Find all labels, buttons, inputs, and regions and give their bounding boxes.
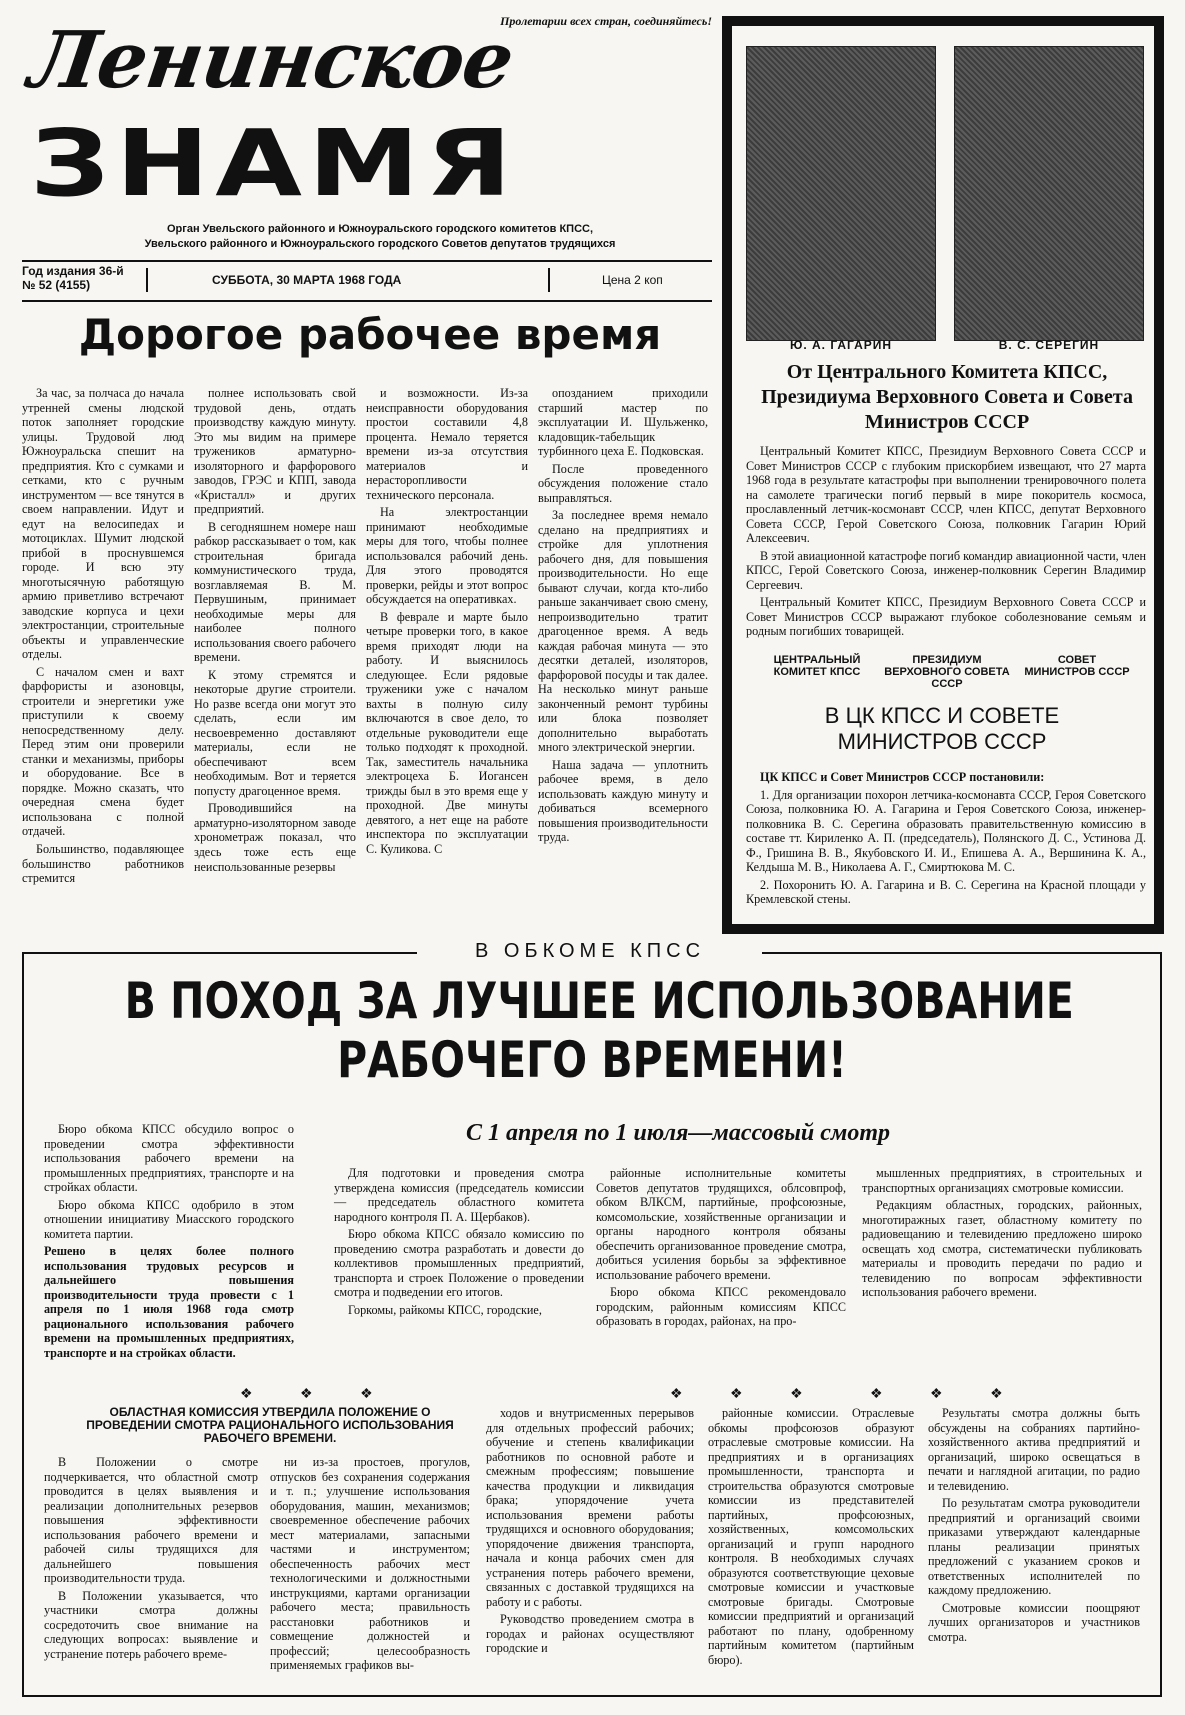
paragraph: Бюро обкома КПСС обязало комиссию по проведению смотра разработать и довести до коллективов промышленных предприятий, транспорта и строек Положение о проведении смотра и подведении его итогов.: [334, 1227, 584, 1300]
paragraph: Горкомы, райкомы КПСС, городские,: [348, 1302, 542, 1317]
obkom-frame-right: [1160, 952, 1162, 1697]
paragraph: Центральный Комитет КПСС, Президиум Верховного Совета СССР и Совет Министров СССР выражают глубокое соболезнование семьям и родным погибших товарищей.: [746, 595, 1146, 639]
paragraph: Смотровые комиссии поощряют лучших организаторов и участников смотра.: [928, 1600, 1140, 1644]
main-article-headline: Дорогое рабочее время: [78, 310, 662, 359]
paragraph: К этому стремятся и некоторые другие строители. Но разве всегда они могут это сделать, если им несвоевременно доставляют материалы, если не обеспечивают всем необходимым. Вот и теряется попусту драгоценное время.: [194, 667, 356, 798]
paragraph: ни из-за простоев, прогулов, отпусков без сохранения содержания и т. п.; улучшение использования оборудования, машин, механизмов; своевременное обеспечение рабочих мест материалами, запасными частями и инструментом; обеспеченность рабочих мест технологическими и должностными инструкциями, картами организации рабочего места; правильность расстановки работников и совмещение должностей и профессий; целесообразность применяемых графиков вы-: [270, 1455, 470, 1673]
caption-seregin: В. С. СЕРЕГИН: [998, 338, 1100, 352]
organ-line-1: Орган Увельского районного и Южноуральского городского комитетов КПСС,: [166, 223, 594, 235]
paragraph: Результаты смотра должны быть обсуждены на собраниях партийно-хозяйственного актива предприятий и организаций, широко освещаться в печати и наглядной агитации, по радио и телевидению.: [928, 1406, 1140, 1493]
obkom-col-3: [862, 1166, 1142, 1303]
organ-line-2: Увельского районного и Южноуральского городского Советов депутатов трудящихся: [144, 237, 616, 250]
obkom-headline-line1: В ПОХОД ЗА ЛУЧШЕЕ ИСПОЛЬЗОВАНИЕ: [124, 972, 1074, 1030]
paragraph: Большинство, подавляющее большинство работников стремится: [22, 841, 184, 886]
publication-year: Год издания 36-й: [22, 264, 124, 278]
paragraph: 2. Похоронить Ю. А. Гагарина и В. С. Серегина на Красной площади у Кремлевской стены.: [746, 877, 1146, 907]
issue-date: СУББОТА, 30 МАРТА 1968 ГОДА: [212, 273, 402, 287]
paragraph: За час, за полчаса до начала утренней смены людской поток заполняет городские улицы. Трудовой люд Южноуральска спешит на предприятия. Кто с сумками и сетками, кто с ручным инструментом — все тянутся в своем направлении. Идут и едут на велосипедах и мотоциклах. Шумит людской прибой в проснувшемся городе. И всю эту многотысячную работящую армию приветливо встречают заводские корпуса и цехи электростанции, строительные объекты и управленческие отделы.: [22, 386, 184, 662]
year-info: [22, 264, 124, 293]
paragraph: Бюро обкома КПСС обсудило вопрос о проведении смотра эффективности использования рабочего времени на промышленных предприятиях, транспорте и на стройках области.: [44, 1122, 294, 1195]
obkom-rule-right: [762, 952, 1162, 954]
commission-col-2: [270, 1455, 470, 1676]
signature-council: СОВЕТ МИНИСТРОВ СССР: [1024, 654, 1130, 679]
paragraph-bold: Решено в целях более полного использования трудовых ресурсов и дальнейшего повышения производительности труда провести с 1 апреля по 1 июля 1968 года смотр рационального использования рабочего времени на промышленных предприятиях, транспорте и на стройках области.: [44, 1244, 294, 1360]
dateline: [22, 264, 712, 298]
paragraph: Бюро обкома КПСС рекомендовало городским, районным комиссиям КПСС образовать в городах, районах, на про-: [596, 1285, 846, 1329]
commission-col-4: [708, 1406, 914, 1670]
obkom-frame-bottom: [22, 1695, 1162, 1697]
dateline-divider-2: [548, 268, 550, 292]
paragraph: районные комиссии. Отраслевые обкомы профсоюзов образуют отраслевые смотровые комиссии. На предприятиях и в организациях промышленности, транспорта и строительства образуются смотровые комиссии из представителей партийных, профсоюзных, хозяйственных, комсомольских организаций и групп народного контроля. В необходимых случаях образуются соответствующие цеховые смотровые комиссии и участковые смотровые бригады. Смотровые комиссии предприятий и организаций работают по плану, одобренному партийным комитетом (партийным бюро).: [708, 1406, 914, 1667]
paragraph: полнее использовать свой трудовой день, отдать производству каждую минуту. Это мы видим на примере тружеников арматурно-изоляторного и фарфорового заводов, ГРЭС и КПП, завода «Кристалл» и других предприятий.: [194, 386, 356, 517]
obituary-text: [746, 444, 1146, 642]
dateline-divider-1: [146, 268, 148, 292]
masthead-title-line2: ЗНАМЯ: [30, 110, 518, 218]
obituary-box: [722, 16, 1164, 934]
paragraph: районные исполнительные комитеты Советов депутатов трудящихся, облсовпроф, обком ВЛКСМ, партийные, профсоюзные, комсомольские, хозяйственные организации и органы народного контроля обязаны обеспечить организованное проведение смотра, добиться усиления борьбы за эффективное использование рабочего времени.: [596, 1166, 846, 1282]
paragraph: В этой авиационной катастрофе погиб командир авиационной части, член КПСС, Герой Советского Союза, инженер-полковник Серегин Владимир Сергеевич.: [746, 548, 1146, 592]
paragraph: Руководство проведением смотра в городах и районах осуществляют городские и: [486, 1612, 694, 1656]
separator-stars-1: ❖ ❖ ❖: [240, 1387, 395, 1402]
obituary-heading: От Центрального Комитета КПСС, Президиума Верховного Совета и Совета Министров СССР: [761, 361, 1133, 433]
paragraph: За последнее время немало сделано на предприятиях и стройке для уплотнения рабочего дня, для повышения производительности. Но еще бывают случаи, когда кто-либо раньше заканчивает свою смену, непроизводительно тратит драгоценное время. А ведь каждая рабочая минута — это десятки деталей, изоляторов, фарфоровой посуды и так далее. На несколько минут раньше законченный ремонт турбины или блока позволяет дополнительно выработать много электрической энергии.: [538, 508, 708, 755]
portrait-gagarin: [746, 46, 936, 341]
paragraph: Бюро обкома КПСС одобрило в этом отношении инициативу Миасского городского комитета партии.: [44, 1197, 294, 1241]
signature-presidium: ПРЕЗИДИУМ ВЕРХОВНОГО СОВЕТА СССР: [884, 654, 1010, 691]
paragraph: Центральный Комитет КПСС, Президиум Верховного Совета СССР и Совет Министров СССР с глубоким прискорбием извещают, что 27 марта 1968 года в результате катастрофы при выполнении тренировочного полета на самолете трагически погиб первый в мире покоритель космоса, прославленный летчик-космонавт СССР, член КПСС, депутат Верховного Совета СССР, Герой Советского Союза, полковник Гагарин Юрий Алексеевич.: [746, 444, 1146, 546]
paragraph: Наша задача — уплотнить рабочее время, в дело использовать каждую минуту и добиваться всемерного повышения производительности труда.: [538, 757, 708, 845]
obkom-rubric: В ОБКОМЕ КПСС: [474, 940, 706, 962]
obkom-subhead: С 1 апреля по 1 июля—массовый смотр: [466, 1120, 891, 1146]
paragraph: ходов и внутрисменных перерывов для отдельных профессий рабочих; обучение и степень квалификации работников по основной работе и смежным профессиям; повышение качества продукции и ликвидация брака; упорядочение учета использования времени работы трудящихся и основного оборудования; упорядочение движения транспорта, начала и конца рабочих смен для устранения потерь рабочего времени, связанных с доставкой трудящихся на работу и с работы.: [486, 1406, 694, 1609]
masthead-slogan: Пролетарии всех стран, соединяйтесь!: [500, 14, 712, 28]
separator-stars-2: ❖ ❖ ❖: [670, 1387, 825, 1402]
masthead-title-line1: Ленинское: [23, 15, 519, 106]
ck-heading: В ЦК КПСС И СОВЕТЕ МИНИСТРОВ СССР: [824, 703, 1060, 755]
issue-number: № 52 (4155): [22, 278, 91, 293]
obkom-intro: [44, 1122, 294, 1363]
commission-heading: ОБЛАСТНАЯ КОМИССИЯ УТВЕРДИЛА ПОЛОЖЕНИЕ О ПРОВЕДЕНИИ СМОТРА РАЦИОНАЛЬНОГО ИСПОЛЬЗОВАНИЯ РАБОЧЕГО ВРЕМЕНИ.: [86, 1405, 454, 1446]
main-article-col-4: [538, 386, 708, 848]
caption-gagarin: Ю. А. ГАГАРИН: [789, 338, 893, 352]
commission-col-3: [486, 1406, 694, 1659]
main-article-col-1: [22, 386, 184, 889]
obkom-rule-left: [22, 952, 417, 954]
paragraph: С началом смен и вахт фарфористы и азоновцы, строители и энергетики уже приступили к своему непосредственному делу. Перед этим они проверили станки и механизмы, приборы и оборудование. Все в порядке. Можно сказать, что очередная смена будет использована с полной отдачей.: [22, 664, 184, 839]
paragraph: На электростанции принимают необходимые меры для того, чтобы полнее использовался рабочий день. Для этого проводятся проверки, рейды и этот вопрос обсуждается на оперативках.: [366, 505, 528, 607]
obkom-frame-left: [22, 952, 24, 1697]
paragraph: Редакциям областных, городских, районных, многотиражных газет, областному комитету по радиовещанию и телевидению предложено широко освещать ход смотра, систематически публиковать материалы и проводить передачи по радио и телевидению по вопросам эффективности использования рабочего времени.: [862, 1198, 1142, 1300]
paragraph: Для подготовки и проведения смотра утверждена комиссия (председатель комиссии — председатель областного комитета народного контроля П. А. Щербаков).: [334, 1166, 584, 1224]
dateline-rule-top: [22, 260, 712, 262]
paragraph: опозданием приходили старший мастер по эксплуатации И. Шульженко, кладовщик-табельщик турбинного цеха Е. Подковская.: [538, 386, 708, 459]
issue-price: Цена 2 коп: [602, 273, 663, 287]
obkom-headline: [124, 972, 1074, 1090]
paragraph: В Положении о смотре подчеркивается, что областной смотр проводится в целях выявления и реализации дополнительных резервов повышения эффективности использования рабочего времени и рабочей силы трудящихся для дальнейшего повышения производительности труда.: [44, 1455, 258, 1586]
paragraph: ЦК КПСС и Совет Министров СССР постановили:: [760, 770, 1045, 784]
signature-cc: ЦЕНТРАЛЬНЫЙ КОМИТЕТ КПСС: [773, 654, 861, 679]
paragraph: В сегодняшнем номере наш рабкор рассказывает о том, как строительная бригада коммунистического труда, возглавляемая В. М. Первушиным, принимает необходимые меры для наиболее полного использования своего рабочего времени.: [194, 519, 356, 665]
masthead-organ: [80, 222, 680, 252]
dateline-rule-bottom: [22, 300, 712, 302]
paragraph: В феврале и марте было четыре проверки того, в какое время приходят люди на работу. И выяснилось следующее. Если рядовые труженики уже с началом вахты в полную силу включаются в свое дело, то отдельные руководители еще только подходят к проходной. Так, заместитель начальника электроцеха Б. Иогансен трижды был в это время еще у проходной. Две минуты девятого, а нет еще на работе инспектора по эксплуатации С. Куликова. С: [366, 609, 528, 856]
obkom-col-1: [334, 1166, 584, 1320]
paragraph: Проводившийся на арматурно-изоляторном заводе хронометраж показал, что здесь тоже есть еще неиспользованные резервы: [194, 801, 356, 874]
main-article-col-3: [366, 386, 528, 860]
obkom-headline-line2: РАБОЧЕГО ВРЕМЕНИ!: [337, 1031, 847, 1089]
paragraph: и возможности. Из-за неисправности оборудования простои составили 4,8 процента. Немало теряется времени из-за отсутствия материалов и нерасторопливости технического персонала.: [366, 386, 528, 502]
commission-col-5: [928, 1406, 1140, 1647]
main-article-col-2: [194, 386, 356, 877]
paragraph: мышленных предприятиях, в строительных и транспортных организациях смотровые комиссии.: [862, 1166, 1142, 1195]
ck-text: [746, 770, 1146, 910]
paragraph: В Положении указывается, что участники смотра должны сосредоточить свое внимание на следующих вопросах: выявление и устранение потерь рабочего време-: [44, 1588, 258, 1661]
obkom-col-2: [596, 1166, 846, 1332]
separator-stars-3: ❖ ❖ ❖: [870, 1387, 1025, 1402]
commission-col-1: [44, 1455, 258, 1664]
paragraph: После проведенного обсуждения положение стало выправляться.: [538, 461, 708, 505]
portrait-seregin: [954, 46, 1144, 341]
paragraph: 1. Для организации похорон летчика-космонавта СССР, Героя Советского Союза, полковника Ю. А. Гагарина и Героя Советского Союза, инженер-полковника В. С. Серегина образовать правительственную комиссию в составе тт. Кириленко А. П. (председатель), Полянского Д. С., Устинова Д. Ф., Гришина В. В., Якубовского И. И., Епишева А. А., Вершинина К. А., Келдыша М. В., Николаева А. Г., Смиртюкова М. С.: [746, 787, 1146, 875]
paragraph: По результатам смотра руководители предприятий и организаций своими приказами утверждают календарные планы реализации принятых предложений с указанием сроков и ответственных исполнителей по каждому предложению.: [928, 1496, 1140, 1598]
